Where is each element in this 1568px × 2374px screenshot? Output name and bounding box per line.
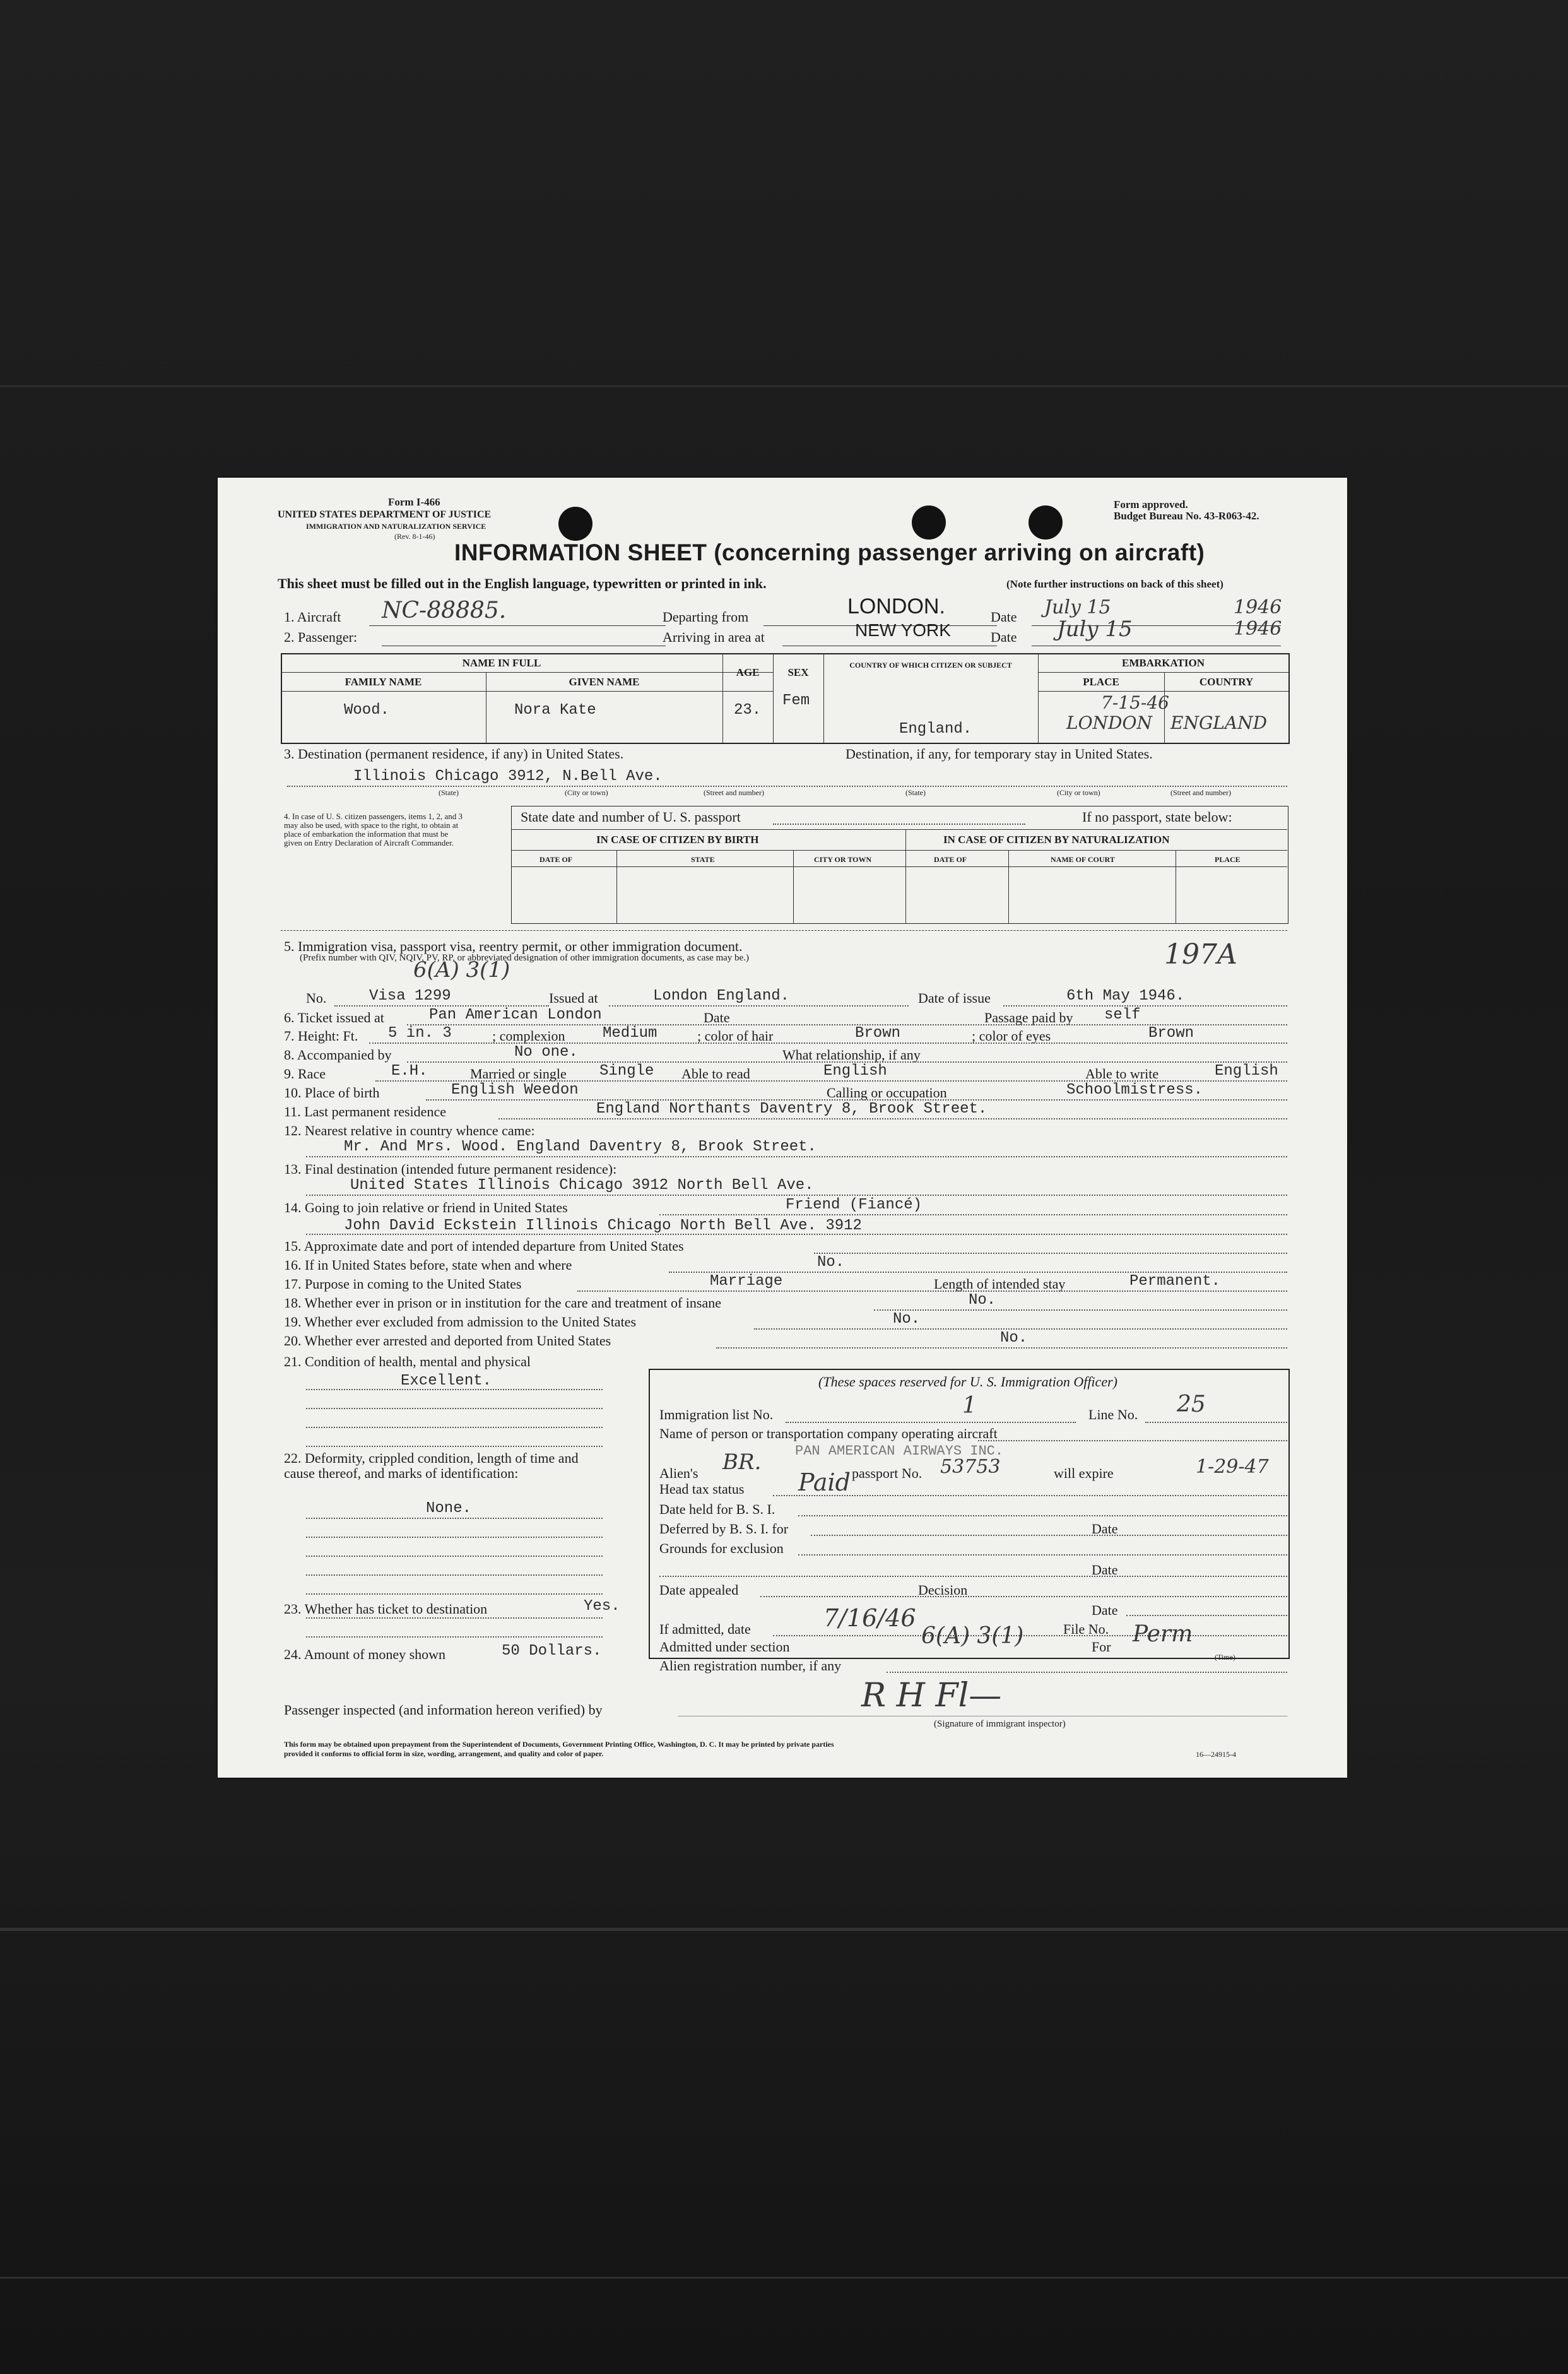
- q21-value: Excellent.: [401, 1373, 492, 1390]
- list-no-value: 1: [962, 1393, 977, 1419]
- appealed-label: Date appealed: [659, 1582, 739, 1598]
- form-number: Form I-466: [388, 496, 440, 508]
- q11-label: 11. Last permanent residence: [284, 1104, 446, 1119]
- time-caption: (Time): [1215, 1653, 1235, 1662]
- date-label-grounds: Date: [1092, 1562, 1118, 1578]
- admitted-value: 7/16/46: [823, 1604, 916, 1632]
- q14-name-address: John David Eckstein Illinois Chicago North Bell Ave. 3912: [344, 1217, 862, 1234]
- q17-label: 17. Purpose in coming to the United States: [284, 1276, 522, 1292]
- caption-state-2: (State): [905, 788, 926, 797]
- q15-label: 15. Approximate date and port of intended departure from United States: [284, 1238, 684, 1254]
- visa-handwritten: 6(A) 3(1): [413, 957, 510, 983]
- q9-read: English: [823, 1063, 887, 1080]
- date-label-deferred: Date: [1092, 1521, 1118, 1537]
- q24-label: 24. Amount of money shown: [284, 1646, 446, 1662]
- admitted-label: If admitted, date: [659, 1621, 751, 1637]
- visa-reference: 197A: [1164, 938, 1237, 971]
- for-value: Perm: [1133, 1621, 1193, 1647]
- hdr-country-citizen: COUNTRY OF WHICH CITIZEN OR SUBJECT: [849, 661, 1012, 670]
- section-value: 6(A) 3(1): [921, 1623, 1024, 1649]
- head-tax-value: Paid: [798, 1468, 851, 1496]
- q9-marital: Single: [599, 1063, 654, 1080]
- punch-hole: [558, 507, 592, 541]
- expire-value: 1-29-47: [1196, 1456, 1269, 1478]
- year-value-1: 1946: [1234, 596, 1282, 618]
- q23-label: 23. Whether has ticket to destination: [284, 1601, 488, 1617]
- passenger-label: 2. Passenger:: [284, 629, 358, 645]
- company-value: PAN AMERICAN AIRWAYS INC.: [795, 1443, 1004, 1459]
- q12-label: 12. Nearest relative in country whence came:: [284, 1123, 535, 1138]
- line-no-value: 25: [1177, 1391, 1206, 1417]
- q9-read-label: Able to read: [681, 1066, 750, 1082]
- col-state: STATE: [691, 855, 715, 864]
- expire-label: will expire: [1054, 1465, 1114, 1481]
- q20-value: No.: [1000, 1330, 1028, 1347]
- q6-passage-label: Passage paid by: [984, 1010, 1073, 1025]
- q18-label: 18. Whether ever in prison or in institution for the care and treatment of insane: [284, 1295, 721, 1311]
- given-name: Nora Kate: [514, 702, 596, 719]
- q12-value: Mr. And Mrs. Wood. England Daventry 8, Brook Street.: [344, 1138, 816, 1155]
- hdr-given-name: GIVEN NAME: [569, 676, 640, 688]
- revision: (Rev. 8-1-46): [394, 532, 435, 541]
- q13-label: 13. Final destination (intended future permanent residence):: [284, 1161, 617, 1177]
- date-of-issue-value: 6th May 1946.: [1066, 988, 1185, 1005]
- caption-street-2: (Street and number): [1170, 788, 1231, 797]
- col-date-of-2: DATE OF: [934, 855, 967, 864]
- aircraft-value: NC-88885.: [382, 598, 507, 623]
- for-label: For: [1092, 1639, 1111, 1655]
- citizen-note: 4. In case of U. S. citizen passengers, items 1, 2, and 3 may also be used, with space to the right, to obtain at place of embarkation the information that must be given on Entry Declaration of Aircraft Commander.: [284, 812, 463, 847]
- issued-at-value: London England.: [653, 988, 790, 1005]
- grounds-label: Grounds for exclusion: [659, 1540, 784, 1556]
- q14-relation: Friend (Fiancé): [786, 1196, 923, 1214]
- line-no-label: Line No.: [1088, 1407, 1138, 1422]
- hdr-country: COUNTRY: [1199, 676, 1254, 688]
- deferred-label: Deferred by B. S. I. for: [659, 1521, 789, 1537]
- q11-value: England Northants Daventry 8, Brook Street.: [596, 1101, 987, 1118]
- col-name-of-court: NAME OF COURT: [1051, 855, 1115, 864]
- visa-label: 5. Immigration visa, passport visa, reentry permit, or other immigration document.: [284, 938, 743, 954]
- q8-label: 8. Accompanied by: [284, 1047, 392, 1063]
- service: IMMIGRATION AND NATURALIZATION SERVICE: [306, 522, 486, 531]
- film-scratch: [0, 2277, 1568, 2279]
- passport-no-value: 53753: [940, 1456, 1001, 1478]
- q10-occupation-label: Calling or occupation: [827, 1085, 947, 1101]
- col-date-of: DATE OF: [539, 855, 573, 864]
- company-label: Name of person or transportation company operating aircraft: [659, 1426, 998, 1441]
- note: (Note further instructions on back of this sheet): [1006, 578, 1223, 590]
- q14-label: 14. Going to join relative or friend in United States: [284, 1200, 568, 1215]
- punch-hole: [912, 505, 946, 540]
- temp-destination-label: Destination, if any, for temporary stay in United States.: [846, 746, 1153, 762]
- q23-value: Yes.: [584, 1598, 620, 1615]
- hdr-sex: SEX: [787, 666, 809, 678]
- sex: Fem: [782, 692, 810, 709]
- form-code: 16—24915-4: [1196, 1750, 1236, 1759]
- year-value-2: 1946: [1234, 618, 1282, 640]
- inspector-signature: R H Fl—: [861, 1677, 1002, 1715]
- family-name: Wood.: [344, 702, 390, 719]
- q18-value: No.: [969, 1292, 996, 1309]
- visa-sub-label: (Prefix number with QIV, NQIV, PV, RP, or abbreviated designation of other immigration documents, as case may be.): [300, 953, 749, 963]
- q16-label: 16. If in United States before, state when and where: [284, 1257, 572, 1273]
- q7-label: 7. Height: Ft.: [284, 1028, 358, 1044]
- aircraft-label: 1. Aircraft: [284, 609, 341, 625]
- visa-no-label: No.: [306, 990, 327, 1006]
- q7-hair: Brown: [855, 1025, 901, 1042]
- date-label-1: Date: [991, 609, 1017, 625]
- q20-label: 20. Whether ever arrested and deported from United States: [284, 1333, 611, 1349]
- form-title: INFORMATION SHEET (concerning passenger arriving on aircraft): [454, 540, 1205, 565]
- q13-value: United States Illinois Chicago 3912 North Bell Ave.: [350, 1177, 814, 1194]
- inspected-label: Passenger inspected (and information hereon verified) by: [284, 1702, 603, 1718]
- visa-no-value: Visa 1299: [369, 988, 451, 1005]
- decision-label: Decision: [918, 1582, 968, 1598]
- caption-state: (State): [439, 788, 459, 797]
- passport-no-label: passport No.: [852, 1465, 923, 1481]
- hdr-name-in-full: NAME IN FULL: [462, 657, 541, 669]
- date-value-1: July 15: [1044, 596, 1111, 618]
- fine-print-2: provided it conforms to official form in size, wording, arrangement, and quality and color of paper.: [284, 1749, 604, 1758]
- q9-write: English: [1215, 1063, 1278, 1080]
- q17-stay: Permanent.: [1129, 1273, 1221, 1290]
- film-scratch: [0, 1928, 1568, 1931]
- no-passport-label: If no passport, state below:: [1082, 809, 1232, 825]
- q9-race: E.H.: [391, 1063, 428, 1080]
- q6-date-label: Date: [704, 1010, 730, 1025]
- date-value-2: July 15: [1057, 617, 1133, 642]
- section-label: Admitted under section: [659, 1639, 790, 1655]
- arriving-value: NEW YORK: [855, 620, 951, 640]
- hdr-age: AGE: [736, 666, 760, 678]
- destination-value: Illinois Chicago 3912, N.Bell Ave.: [353, 768, 663, 785]
- q21-label: 21. Condition of health, mental and physical: [284, 1354, 531, 1369]
- date-of-issue-label: Date of issue: [918, 990, 991, 1006]
- caption-street: (Street and number): [704, 788, 764, 797]
- head-tax-label: Head tax status: [659, 1481, 745, 1497]
- q10-occupation: Schoolmistress.: [1066, 1082, 1203, 1099]
- signature-caption: (Signature of immigrant inspector): [934, 1719, 1066, 1729]
- arriving-label: Arriving in area at: [663, 629, 765, 645]
- q9-marital-label: Married or single: [470, 1066, 567, 1082]
- q6-passage-value: self: [1104, 1007, 1141, 1024]
- q8-value: No one.: [514, 1044, 578, 1061]
- hdr-family-name: FAMILY NAME: [345, 676, 422, 688]
- alien-reg-label: Alien registration number, if any: [659, 1658, 842, 1674]
- q17-purpose: Marriage: [710, 1273, 783, 1290]
- naturalization-header: IN CASE OF CITIZEN BY NATURALIZATION: [943, 834, 1170, 846]
- caption-city: (City or town): [565, 788, 608, 797]
- q8-relationship-label: What relationship, if any: [782, 1047, 921, 1063]
- embarkation-place: LONDON: [1066, 712, 1152, 733]
- issued-at-label: Issued at: [549, 990, 598, 1006]
- q7-eyes: Brown: [1148, 1025, 1194, 1042]
- passport-label: State date and number of U. S. passport: [521, 809, 741, 825]
- q7-hair-label: ; color of hair: [697, 1028, 774, 1044]
- q7-height: 5 in. 3: [388, 1025, 452, 1042]
- q6-label: 6. Ticket issued at: [284, 1010, 384, 1025]
- q17-stay-label: Length of intended stay: [934, 1276, 1066, 1292]
- caption-city-2: (City or town): [1057, 788, 1100, 797]
- destination-label: 3. Destination (permanent residence, if any) in United States.: [284, 746, 624, 762]
- q19-value: No.: [893, 1311, 921, 1328]
- q24-value: 50 Dollars.: [502, 1643, 602, 1660]
- list-no-label: Immigration list No.: [659, 1407, 774, 1422]
- q16-value: No.: [817, 1254, 845, 1271]
- embarkation-country: ENGLAND: [1170, 712, 1268, 733]
- file-no-label: File No.: [1063, 1621, 1109, 1637]
- date-label-decision: Date: [1092, 1602, 1118, 1618]
- q7-eyes-label: ; color of eyes: [972, 1028, 1051, 1044]
- punch-hole: [1029, 505, 1063, 540]
- departing-label: Departing from: [663, 609, 749, 625]
- col-place: PLACE: [1215, 855, 1241, 864]
- q7-complexion: Medium: [603, 1025, 657, 1042]
- q7-complexion-label: ; complexion: [492, 1028, 565, 1044]
- budget-bureau: Budget Bureau No. 43-R063-42.: [1114, 510, 1259, 522]
- aliens-value: BR.: [722, 1450, 762, 1475]
- form-approved: Form approved.: [1114, 499, 1188, 511]
- birth-header: IN CASE OF CITIZEN BY BIRTH: [596, 834, 759, 846]
- departing-value: LONDON.: [847, 594, 945, 618]
- q10-value: English Weedon: [451, 1082, 579, 1099]
- held-label: Date held for B. S. I.: [659, 1501, 775, 1517]
- information-sheet-form: [218, 478, 1347, 1778]
- department: UNITED STATES DEPARTMENT OF JUSTICE: [278, 509, 492, 520]
- q10-label: 10. Place of birth: [284, 1085, 380, 1101]
- q22-label: 22. Deformity, crippled condition, length of time and cause thereof, and marks of identification:: [284, 1450, 579, 1481]
- instructions: This sheet must be filled out in the English language, typewritten or printed in ink.: [278, 576, 767, 591]
- age: 23.: [734, 702, 762, 719]
- aliens-label: Alien's: [659, 1465, 699, 1481]
- hdr-embarkation: EMBARKATION: [1122, 657, 1205, 669]
- q9-label: 9. Race: [284, 1066, 326, 1082]
- embarkation-date: 7-15-46: [1101, 692, 1169, 713]
- q6-value: Pan American London: [429, 1007, 602, 1024]
- fine-print-1: This form may be obtained upon prepayment from the Superintendent of Documents, Government Printing Office, Washington, D. C. It may be printed by private parties: [284, 1740, 834, 1749]
- q9-write-label: Able to write: [1085, 1066, 1159, 1082]
- officer-title: (These spaces reserved for U. S. Immigration Officer): [818, 1374, 1117, 1390]
- hdr-place: PLACE: [1083, 676, 1119, 688]
- q22-value: None.: [426, 1500, 472, 1517]
- q19-label: 19. Whether ever excluded from admission to the United States: [284, 1314, 637, 1330]
- col-city: CITY OR TOWN: [814, 855, 872, 864]
- country-of-citizenship: England.: [899, 721, 972, 738]
- film-scratch: [0, 385, 1568, 387]
- date-label-2: Date: [991, 629, 1017, 645]
